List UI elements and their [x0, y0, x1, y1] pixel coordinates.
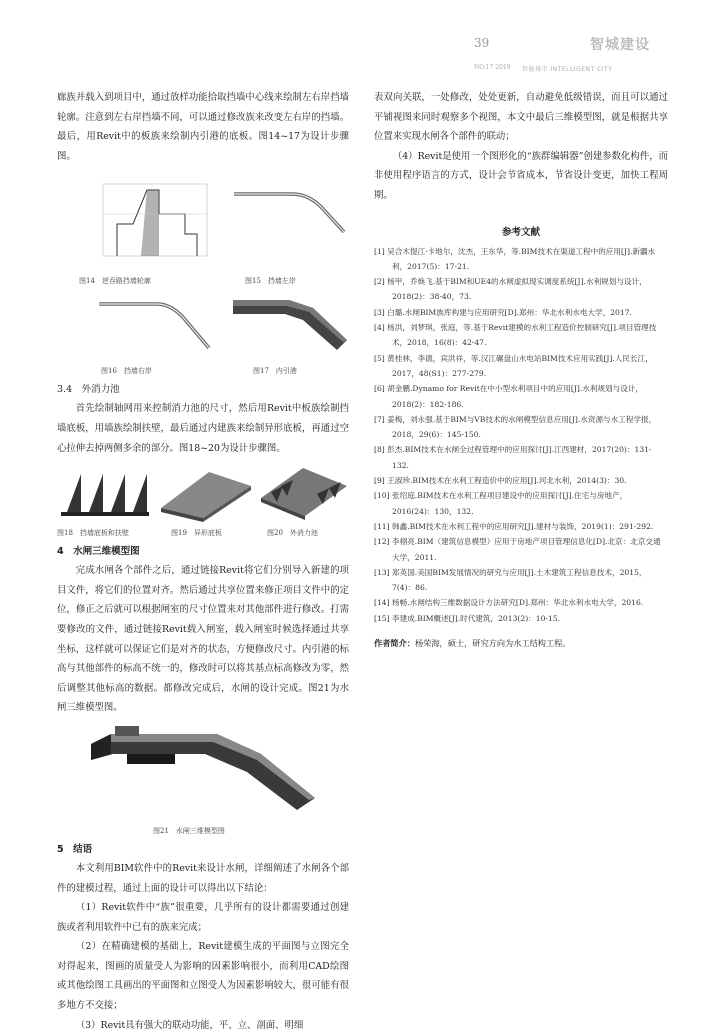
- paragraph: （1）Revit软件中“族”很重要，几乎所有的设计都需要通过创建族或者利用软件中已有的族来完成；: [57, 902, 349, 933]
- paragraph: 完成水闸各个部件之后，通过链接Revit将它们分别导入新建的项目文件，将它们的位置对齐。然后通过共享位置来修正项目文件中的定位，修正之后就可以根据闸室的尺寸位置来对其他部件进行修改。打需要修改的文件，通过链接Revit载入闸室，载入闸室时候选择通过共享坐标，这样就可以保证它们是对齐的状态，方便修改尺寸。内引港的标高与其他部件的标高不统一的，修改时可以将其基点标高修改为零，然后调整其他标高的数据。都修改完成后，水闸的设计完成。图21为水闸三维模型图。: [57, 565, 349, 714]
- figure-17-inner-harbor: [229, 294, 351, 358]
- reference-item: [13] 郑英国.美国BIM发展情况的研究与应用[J].土木建筑工程信息技术，2015，7(4)：86.: [374, 567, 647, 593]
- author-text: 杨荣海，硕士，研究方向为水工结构工程。: [414, 637, 571, 648]
- right-column: [374, 88, 668, 651]
- figure-15-left-bank-wall: [232, 188, 350, 236]
- figure-21: [57, 718, 349, 840]
- reference-item: [4] 杨洪，刘梦琪，张庭，等.基于Revit建模的水利工程造价控制研究[J].项目管理技术，2018，16(8)：42-47.: [374, 323, 657, 348]
- journal-title: 智城建设: [590, 37, 650, 53]
- figure-group-18-20: [57, 458, 349, 542]
- issue-number: NO.17 2019: [474, 64, 511, 71]
- references-title: 参考文献: [501, 226, 540, 238]
- author-label: 作者简介：: [374, 637, 415, 648]
- paragraph: 廊族并载入到项目中，通过放样功能拾取挡墙中心线来绘制左右岸挡墙轮廓。注意到左右岸挡墙不同，可以通过修改族来改变左右岸的挡墙。最后，用Revit中的板族来绘制内引港的底板。图14~17为设计步骤图。: [57, 92, 349, 162]
- figure-18-caption: 图18 挡墙底板和扶壁: [57, 529, 129, 538]
- author-bio: [374, 636, 668, 651]
- paragraph: 本文利用BIM软件中的Revit来设计水闸，详细阐述了水闸各个部件的建模过程，通过上面的设计可以得出以下结论：: [57, 862, 349, 894]
- section-heading: 3.4 外消力池: [57, 384, 120, 396]
- figure-19-special-slab: [157, 464, 253, 520]
- reference-item: [14] 杨畅.水闸结构三维数据设计方法研究[D].郑州：华北水利水电大学，2016.: [374, 598, 644, 608]
- paragraph: （3）Revit具有强大的联动功能，平、立、剖面、明细: [75, 1019, 304, 1031]
- paragraph: 首先绘制轴网用来控制消力池的尺寸，然后用Revit中板族绘制挡墙底板，用墙族绘制扶壁，最后通过内建族来绘制异形底板，再通过空心拉伸去掉两侧多余的部分。图18~20为设计步骤图。: [57, 403, 349, 454]
- figure-17-caption: 图17 内引港: [253, 367, 297, 376]
- reference-item: [7] 姜梅，刘永强.基于BIM与VB技术的水闸模型信息应用[J].水资源与水工程学报，2018，29(6)：145-150.: [374, 414, 657, 440]
- reference-item: [1] 吴合木提江·卡地尔，沈杰，王东华，等.BIM技术在渠道工程中的应用[J].新疆水利，2017(5)：17-21.: [374, 246, 656, 271]
- figure-19-caption: 图19 异形底板: [171, 529, 222, 538]
- reference-item: [9] 王淑珍.BIM技术在水利工程造价中的应用[J].河北水利，2014(3)：30.: [374, 476, 627, 486]
- paragraph: 表双向关联，一处修改，处处更新，自动避免低级错误，而且可以通过平铺视图来同时观察多个视图，本文中最后三维模型图，就是根据共享位置来实现水闸各个部件的联动；: [374, 92, 668, 143]
- paragraph: （2）在精确建模的基础上，Revit建模生成的平面图与立图完全对得起来，图画的质量受人为影响的因素影响很小，而利用CAD绘图或其他绘图工具画出的平面图和立图受人为因素影响较大，很可能有很多地方不交接；: [57, 941, 349, 1012]
- paragraph: （4）Revit是使用一个图形化的“族群编辑器”创建参数化构件，而非使用程序语言的方式，设计会节省成本，节省设计变更，加快工程周期。: [374, 150, 668, 201]
- figure-group-14-17: [57, 166, 349, 380]
- reference-list: [374, 244, 668, 626]
- figure-21-sluice-3d-model: [85, 724, 321, 816]
- figure-16-right-bank-wall: [97, 296, 215, 354]
- figure-20-outer-stilling-basin: [257, 462, 349, 520]
- figure-15-caption: 图15 挡墙左岸: [245, 277, 296, 286]
- page-number: 39: [474, 36, 490, 50]
- reference-item: [8] 彭杰.BIM技术在水闸全过程管理中的应用探讨[J].江西建材，2017(20)：131-132.: [374, 445, 652, 470]
- figure-18-wall-slab: [57, 462, 153, 518]
- reference-item: [2] 杨甲，乔焕飞.基于BIM和UE4的水闸虚拟现实调度系统[J].水利规划与设计，2018(2)：38-40，73.: [374, 277, 647, 302]
- section-heading: 4 水闸三维模型图: [57, 546, 140, 558]
- journal-subtitle: 智能城市 INTELLIGENT CITY: [522, 66, 613, 73]
- section-heading: 5 结语: [57, 843, 93, 855]
- reference-item: [11] 韩鑫.BIM技术在水利工程中的应用研究[J].建材与装饰，2019(1)：291-292.: [374, 521, 654, 531]
- figure-14-wall-profile: [97, 174, 215, 262]
- left-column: [57, 88, 349, 1035]
- reference-item: [6] 胡金鹏.Dynamo for Revit在中小型水利项目中的应用[J].水利规划与设计，2018(2)：182-186.: [374, 384, 644, 409]
- reference-item: [15] 李建成.BIM概述[J].时代建筑，2013(2)：10-15.: [374, 613, 561, 623]
- figure-20-caption: 图20 外消力池: [267, 529, 318, 538]
- reference-item: [12] 李栩亮.BIM（建筑信息模型）应用于房地产项目管理信息化[D].北京：北京交通大学，2011.: [374, 537, 661, 562]
- reference-item: [5] 黄桂林，李德，宾洪祥，等.汉江碾盘山水电站BIM技术应用实践[J].人民长江，2017，48(S1)：277-279.: [374, 353, 653, 378]
- reference-item: [10] 张绍庭.BIM技术在水利工程项目建设中的应用探讨[J].住宅与房地产，2016(24)：130，132.: [374, 491, 628, 516]
- figure-14-caption: 图14 逆吞路挡墙轮廓: [79, 277, 151, 286]
- figure-16-caption: 图16 挡墙右岸: [101, 367, 152, 376]
- figure-21-caption: 图21 水闸三维模型图: [153, 826, 225, 835]
- reference-item: [3] 白璐.水闸BIM族库构建与应用研究[D].郑州：华北水利水电大学，2017.: [374, 307, 632, 317]
